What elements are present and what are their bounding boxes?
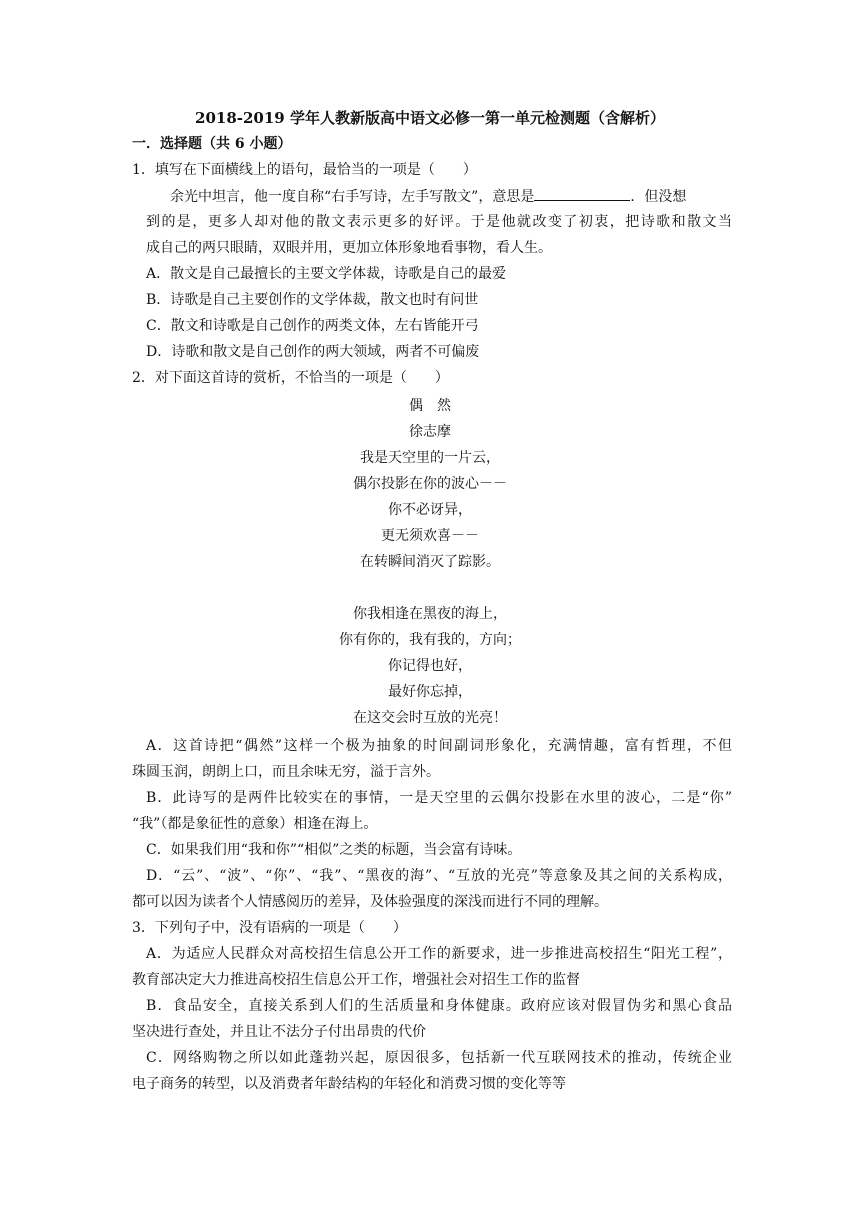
- question-1-passage-line-1: [170, 186, 732, 206]
- document-title: 2018-2019 学年人教新版高中语文必修一第一单元检测题（含解析）: [195, 109, 665, 127]
- question-2-option-a-line-1: A．这首诗把“偶然”这样一个极为抽象的时间副词形象化，充满情趣，富有哲理，不但: [146, 738, 732, 754]
- question-1-passage-line-3: 成自己的两只眼睛，双眼并用，更加立体形象地看事物，看人生。: [146, 240, 552, 256]
- question-1-stem: 1．填写在下面横线上的语句，最恰当的一项是（ ）: [132, 162, 477, 178]
- passage-text: 余光中坦言，他一度自称“右手写诗，左手写散文”，意思是: [170, 189, 535, 205]
- section-heading: 一．选择题（共 6 小题）: [132, 136, 292, 152]
- question-3-option-c-line-1: C．网络购物之所以如此蓬勃兴起，原因很多，包括新一代互联网技术的推动，传统企业: [146, 1050, 732, 1066]
- question-3-option-a-line-1: A．为适应人民群众对高校招生信息公开工作的新要求，进一步推进高校招生“阳光工程”，: [146, 946, 732, 962]
- poem-author: 徐志摩: [409, 424, 451, 440]
- passage-text: ．但没想: [630, 189, 687, 205]
- poem-line: 你有你的，我有我的，方向；: [339, 632, 521, 648]
- question-3-option-a-line-2: 教育部决定大力推进高校招生信息公开工作，增强社会对招生工作的监督: [132, 972, 580, 988]
- question-1-option-c: C．散文和诗歌是自己创作的两类文体，左右皆能开弓: [146, 318, 479, 334]
- question-3-option-c-line-2: 电子商务的转型，以及消费者年龄结构的年轻化和消费习惯的变化等等: [132, 1076, 566, 1092]
- question-1-option-b: B．诗歌是自己主要创作的文学体裁，散文也时有问世: [146, 292, 479, 308]
- poem-line: 在转瞬间消灭了踪影。: [360, 554, 500, 570]
- poem-line: 在这交会时互放的光亮！: [353, 710, 507, 726]
- poem-line: 我是天空里的一片云，: [360, 450, 500, 466]
- question-1-option-d: D．诗歌和散文是自己创作的两大领域，两者不可偏废: [146, 344, 480, 360]
- poem-line: 更无须欢喜－－: [381, 528, 479, 544]
- question-3-option-b-line-1: B．食品安全，直接关系到人们的生活质量和身体健康。政府应该对假冒伪劣和黑心食品: [146, 998, 732, 1014]
- poem-title: 偶 然: [409, 398, 451, 414]
- poem-line: 你不必讶异，: [388, 502, 472, 518]
- question-2-option-b-line-1: B．此诗写的是两件比较实在的事情，一是天空里的云偶尔投影在水里的波心，二是“你”: [146, 790, 732, 806]
- question-2-stem: 2．对下面这首诗的赏析，不恰当的一项是（ ）: [132, 370, 449, 386]
- poem-line: 最好你忘掉，: [388, 684, 472, 700]
- question-3-option-b-line-2: 坚决进行查处，并且让不法分子付出昂贵的代价: [132, 1024, 426, 1040]
- question-1-passage-line-2: 到的是，更多人却对他的散文表示更多的好评。于是他就改变了初衷，把诗歌和散文当: [146, 214, 732, 230]
- question-2-option-c: C．如果我们用“我和你”“相似”之类的标题，当会富有诗味。: [146, 842, 522, 858]
- poem-line: 偶尔投影在你的波心－－: [353, 476, 507, 492]
- question-3-stem: 3．下列句子中，没有语病的一项是（ ）: [132, 920, 407, 936]
- question-2-option-d-line-1: D．“云”、“波”、“你”、“我”、“黑夜的海”、“互放的光亮”等意象及其之间的关系构成，: [146, 868, 732, 884]
- fill-in-blank: [534, 186, 630, 201]
- poem-line: 你我相逢在黑夜的海上，: [353, 606, 507, 622]
- question-2-option-a-line-2: 珠圆玉润，朗朗上口，而且余味无穷，溢于言外。: [132, 764, 440, 780]
- poem-line: 你记得也好，: [388, 658, 472, 674]
- question-1-option-a: A．散文是自己最擅长的主要文学体裁，诗歌是自己的最爱: [146, 266, 507, 282]
- question-2-option-d-line-2: 都可以因为读者个人情感阅历的差异，及体验强度的深浅而进行不同的理解。: [132, 894, 608, 910]
- question-2-option-b-line-2: “我”（都是象征性的意象）相逢在海上。: [132, 816, 378, 832]
